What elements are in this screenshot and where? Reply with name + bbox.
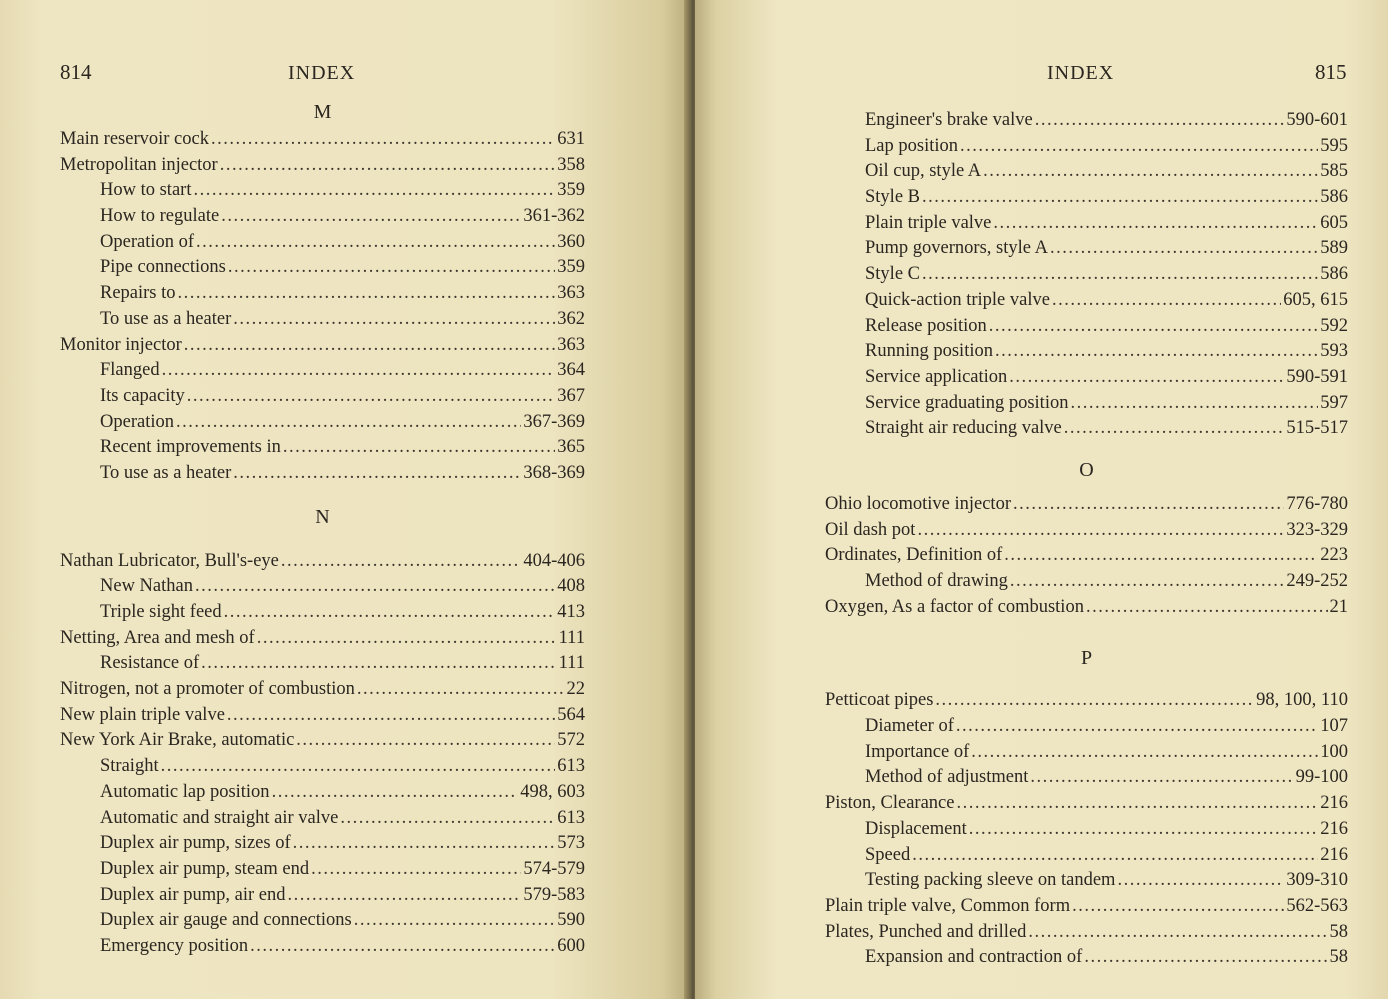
dot-leader [201,651,556,677]
page-reference: 562-563 [1286,895,1348,916]
page-reference: 597 [1320,392,1348,413]
index-subentry [825,765,1348,791]
entry-text: Testing packing sleeve on tandem [865,870,1116,891]
dot-leader [283,435,555,461]
index-entry [825,688,1348,714]
index-subentry [60,934,585,960]
dot-leader [184,333,555,359]
dot-leader [1004,543,1318,569]
page-reference: 100 [1320,741,1348,762]
dot-leader [178,281,556,307]
entry-text: Displacement [865,818,967,839]
left-page [0,0,690,999]
index-subentry [825,236,1348,262]
page-reference: 22 [566,679,585,700]
entry-text: Nathan Lubricator, Bull's-eye [60,550,279,571]
running-head: INDEX [288,62,356,84]
entry-text: Duplex air pump, air end [100,884,286,905]
index-subentry [60,410,585,436]
page-reference: 111 [558,627,585,648]
index-entry [60,127,585,153]
index-entry [825,543,1348,569]
entry-text: Straight air reducing valve [865,418,1062,439]
page-reference: 99-100 [1295,767,1348,788]
index-entry [60,703,585,729]
index-section [60,549,585,960]
page-reference: 605 [1320,212,1348,233]
dot-leader [995,339,1318,365]
entry-text: Method of drawing [865,571,1008,591]
dot-leader [250,934,555,960]
index-section-continued [825,108,1348,442]
dot-leader [220,153,556,179]
dot-leader [1064,416,1285,442]
dot-leader [193,178,555,204]
page-reference: 223 [1320,545,1348,566]
entry-text: Duplex air gauge and connections [100,910,352,931]
dot-leader [1052,288,1281,314]
dot-leader [228,255,555,281]
dot-leader [211,127,555,153]
dot-leader [1070,391,1318,417]
index-entry [60,728,585,754]
dot-leader [224,600,556,626]
page-reference: 590-591 [1286,366,1348,387]
entry-text: Plates, Punched and drilled [825,921,1027,942]
page-reference: 573 [557,833,585,854]
index-entry [825,894,1348,920]
entry-text: Service application [865,366,1008,387]
page-reference: 358 [557,154,585,175]
entry-text: Oil cup, style A [865,161,982,182]
page-reference: 408 [557,576,585,597]
index-subentry [60,754,585,780]
index-subentry [60,255,585,281]
page-reference: 613 [557,756,585,777]
index-subentry [60,908,585,934]
index-subentry [60,651,585,677]
page-reference: 363 [557,334,585,355]
index-subentry [60,600,585,626]
index-subentry [825,391,1348,417]
dot-leader [162,358,556,384]
index-subentry [825,714,1348,740]
dot-leader [161,754,556,780]
index-subentry [60,178,585,204]
dot-leader [1013,492,1284,518]
page-reference: 592 [1320,315,1348,336]
entry-text: Style C [865,264,920,285]
index-section [825,688,1348,971]
dot-leader [287,883,521,909]
section-letter: N [315,505,330,528]
page-number: 815 [1315,60,1347,84]
page-reference: 586 [1320,187,1348,208]
dot-leader [969,817,1319,843]
entry-text: Plain triple valve [865,212,992,233]
entry-text: Quick-action triple valve [865,289,1050,310]
page-reference: 613 [557,807,585,828]
dot-leader [971,740,1318,766]
entry-text: Running position [865,341,993,362]
dot-leader [1050,236,1318,262]
entry-text: Monitor injector [60,334,182,355]
page-reference: 776-780 [1286,493,1348,514]
entry-text: Flanged [100,360,160,381]
index-subentry [825,339,1348,365]
dot-leader [1030,765,1293,791]
index-entry [60,333,585,359]
dot-leader [1117,868,1284,894]
entry-text: Automatic lap position [100,781,270,802]
index-subentry [825,868,1348,894]
index-subentry [825,945,1348,971]
index-entry [825,595,1348,621]
dot-leader [1084,945,1327,971]
page-reference: 572 [557,730,585,751]
page-reference: 564 [557,704,585,725]
page-reference: 111 [558,653,585,674]
index-subentry [60,307,585,333]
index-subentry [825,817,1348,843]
page-reference: 574-579 [523,858,585,879]
index-subentry [60,574,585,600]
entry-text: New York Air Brake, automatic [60,730,295,751]
page-reference: 368-369 [523,462,585,483]
page-reference: 515-517 [1286,418,1348,439]
entry-text: Main reservoir cock [60,129,209,149]
entry-text: Speed [865,844,911,865]
dot-leader [1035,108,1285,134]
page-reference: 413 [557,602,585,622]
entry-text: Style B [865,187,920,208]
dot-leader [956,714,1318,740]
page-reference: 605, 615 [1283,289,1348,310]
dot-leader [227,703,555,729]
dot-leader [187,384,556,410]
page-reference: 360 [557,231,585,252]
entry-text: Petticoat pipes [825,690,934,711]
entry-text: How to start [100,180,192,201]
page-reference: 216 [1320,844,1348,865]
section-letter: O [1079,458,1094,481]
page-reference: 249-252 [1286,571,1348,591]
dot-leader [281,549,521,575]
dot-leader [340,806,555,832]
section-letter: P [1080,647,1093,670]
entry-text: Duplex air pump, steam end [100,858,310,879]
index-subentry [60,358,585,384]
entry-text: Diameter of [865,716,954,737]
page-reference: 216 [1320,793,1348,814]
page-reference: 631 [557,129,585,149]
page-reference: 362 [557,308,585,329]
index-subentry [60,780,585,806]
entry-text: Operation [100,411,174,432]
page-reference: 367 [557,385,585,406]
entry-text: Triple sight feed [100,602,222,622]
entry-text: Straight [100,756,159,777]
dot-leader [1086,595,1328,621]
running-head: INDEX [1047,62,1115,84]
entry-text: Repairs to [100,283,176,304]
dot-leader [296,728,555,754]
entry-text: Nitrogen, not a promoter of combustion [60,679,355,700]
entry-text: Netting, Area and mesh of [60,627,255,648]
index-subentry [60,831,585,857]
page-reference: 600 [557,935,585,956]
entry-text: Its capacity [100,385,185,406]
entry-text: New plain triple valve [60,704,225,725]
index-subentry [825,416,1348,442]
page-reference: 585 [1320,161,1348,182]
entry-text: Expansion and contraction of [865,947,1083,968]
section-letter: M [313,101,332,123]
dot-leader [233,461,521,487]
dot-leader [354,908,556,934]
index-subentry [825,159,1348,185]
dot-leader [176,410,521,436]
dot-leader [956,791,1318,817]
page-reference: 58 [1329,947,1348,968]
page-number: 814 [60,60,92,84]
index-subentry [60,461,585,487]
index-subentry [60,883,585,909]
dot-leader [195,574,555,600]
entry-text: Lap position [865,135,959,156]
index-subentry [825,365,1348,391]
index-subentry [825,108,1348,134]
dot-leader [1072,894,1284,920]
dot-leader [1010,569,1284,595]
index-subentry [825,843,1348,869]
page-reference: 359 [557,180,585,201]
entry-text: Ohio locomotive injector [825,493,1011,514]
page-reference: 579-583 [523,884,585,905]
dot-leader [293,831,556,857]
index-subentry [825,314,1348,340]
page-reference: 309-310 [1286,870,1348,891]
page-reference: 593 [1320,341,1348,362]
left-index-column [60,100,585,960]
page-reference: 498, 603 [520,781,585,802]
dot-leader [935,688,1254,714]
dot-leader [993,211,1318,237]
index-entry [60,153,585,179]
index-subentry [60,857,585,883]
page-reference: 365 [557,437,585,458]
entry-text: Automatic and straight air valve [100,807,339,828]
index-subentry [825,134,1348,160]
dot-leader [311,857,521,883]
entry-text: Ordinates, Definition of [825,545,1003,566]
dot-leader [989,314,1318,340]
page-reference: 363 [557,283,585,304]
entry-text: Release position [865,315,987,336]
page-reference: 359 [557,257,585,278]
dot-leader [221,204,521,230]
right-page [695,0,1388,999]
index-subentry [825,569,1348,595]
dot-leader [357,677,565,703]
index-subentry [60,384,585,410]
dot-leader [912,843,1318,869]
dot-leader [922,262,1318,288]
index-subentry [825,211,1348,237]
index-entry [825,920,1348,946]
dot-leader [1009,365,1284,391]
dot-leader [960,134,1318,160]
page-reference: 361-362 [523,206,585,227]
index-section [825,492,1348,620]
index-entry [825,518,1348,544]
index-subentry [60,806,585,832]
entry-text: Operation of [100,231,195,252]
page-reference: 98, 100, 110 [1256,690,1348,711]
page-reference: 107 [1320,716,1348,737]
page-reference: 586 [1320,264,1348,285]
page-reference: 595 [1320,135,1348,156]
dot-leader [257,626,557,652]
entry-text: Resistance of [100,653,200,674]
entry-text: Recent improvements in [100,437,281,458]
page-reference: 590-601 [1286,110,1348,130]
index-subentry [825,262,1348,288]
index-subentry [60,435,585,461]
entry-text: Pipe connections [100,257,226,278]
entry-text: Importance of [865,741,970,762]
index-subentry [825,740,1348,766]
entry-text: Oxygen, As a factor of combustion [825,596,1084,617]
index-subentry [60,230,585,256]
entry-text: Emergency position [100,935,249,956]
page-reference: 216 [1320,818,1348,839]
page-reference: 589 [1320,238,1348,259]
entry-text: To use as a heater [100,462,232,483]
entry-text: To use as a heater [100,308,232,329]
page-reference: 367-369 [523,411,585,432]
dot-leader [983,159,1318,185]
entry-text: Method of adjustment [865,767,1029,788]
index-entry [825,492,1348,518]
entry-text: How to regulate [100,206,220,227]
dot-leader [1028,920,1327,946]
entry-text: Engineer's brake valve [865,110,1033,130]
page-reference: 323-329 [1286,519,1348,540]
index-subentry [60,204,585,230]
page-reference: 58 [1329,921,1348,942]
entry-text: Service graduating position [865,392,1069,413]
entry-text: Plain triple valve, Common form [825,895,1071,916]
index-subentry [825,288,1348,314]
index-entry [60,549,585,575]
page-reference: 21 [1329,596,1348,617]
entry-text: Oil dash pot [825,519,916,540]
dot-leader [922,185,1318,211]
entry-text: Piston, Clearance [825,793,955,814]
entry-text: New Nathan [100,576,193,597]
page-reference: 364 [557,360,585,381]
entry-text: Duplex air pump, sizes of [100,833,291,854]
page-reference: 404-406 [523,550,585,571]
entry-text: Pump governors, style A [865,238,1048,259]
right-index-column [825,108,1348,971]
index-entry [60,677,585,703]
dot-leader [233,307,555,333]
dot-leader [272,780,519,806]
page-reference: 590 [557,910,585,931]
dot-leader [196,230,555,256]
index-subentry [825,185,1348,211]
index-entry [60,626,585,652]
index-section [60,127,585,487]
index-entry [825,791,1348,817]
index-subentry [60,281,585,307]
entry-text: Metropolitan injector [60,154,218,175]
dot-leader [917,518,1284,544]
